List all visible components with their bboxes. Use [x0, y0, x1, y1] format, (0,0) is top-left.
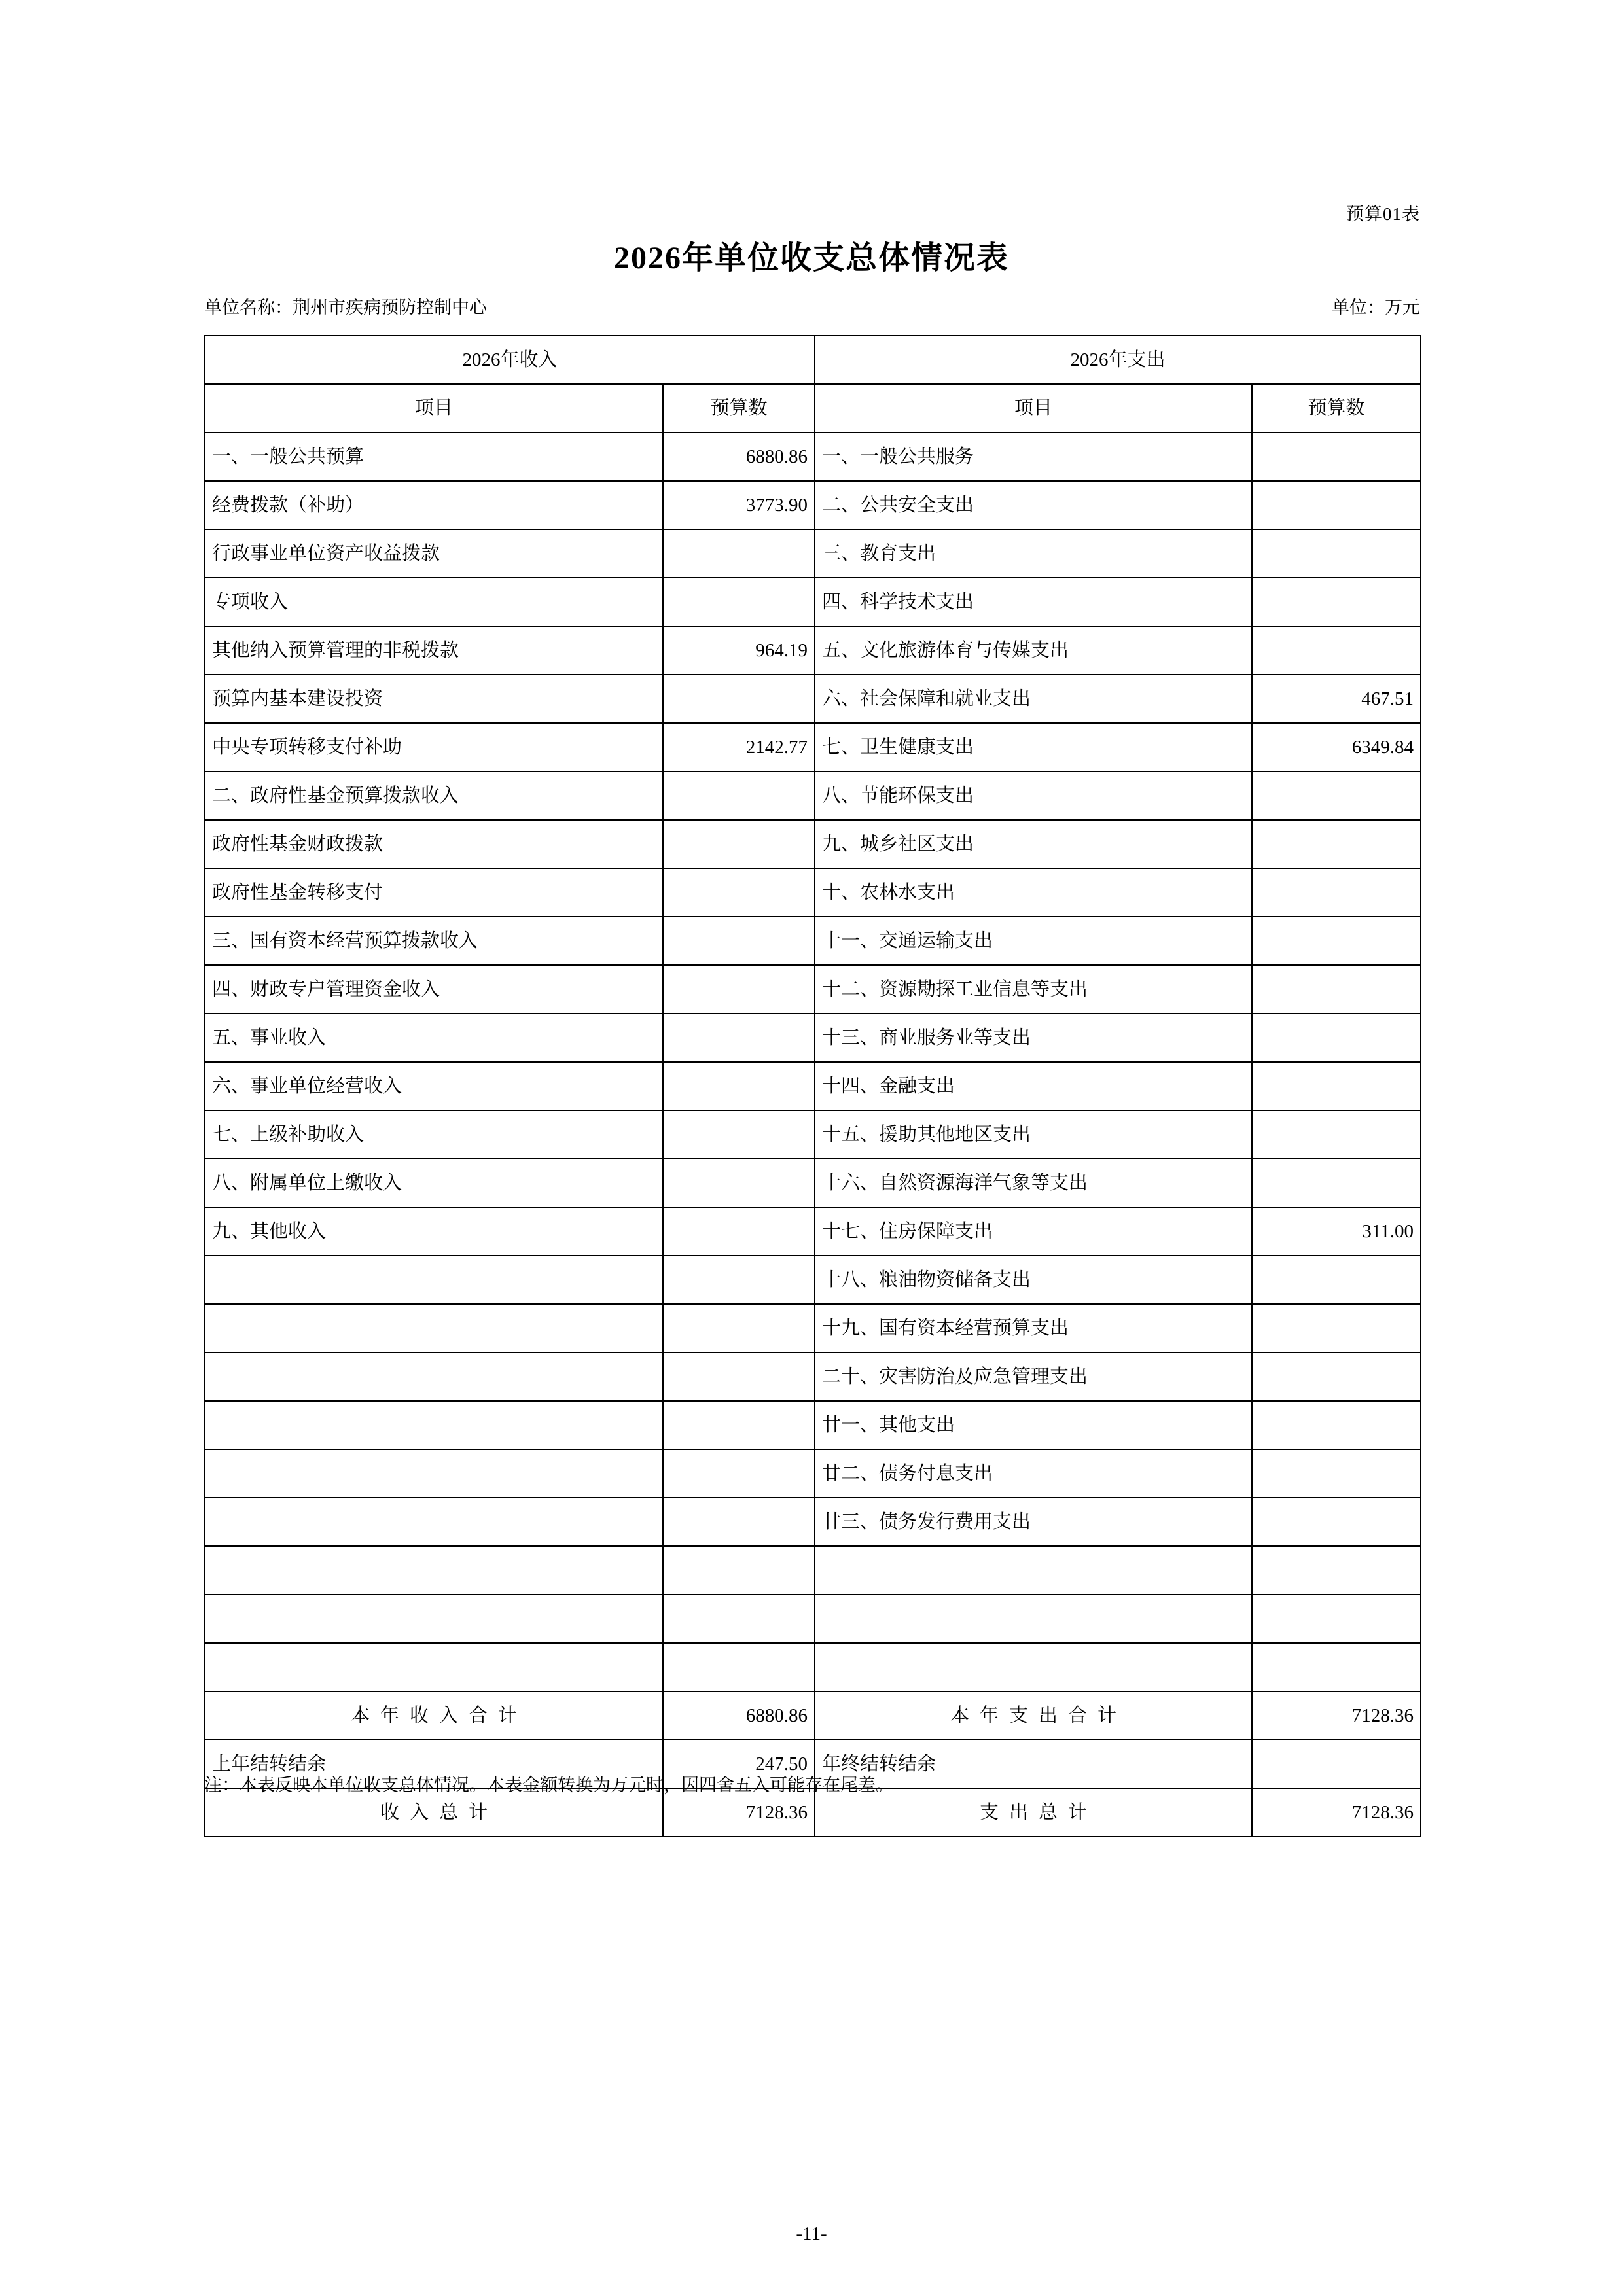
carryover-end-label: 年终结转结余 — [815, 1740, 1252, 1788]
income-amount-cell: 3773.90 — [663, 481, 815, 529]
table-row — [205, 1595, 1421, 1643]
expenditure-amount-cell — [1252, 578, 1421, 626]
income-amount-cell — [663, 820, 815, 868]
expenditure-item-cell: 九、城乡社区支出 — [815, 820, 1252, 868]
income-amount-cell — [663, 1498, 815, 1546]
expenditure-item-cell: 四、科学技术支出 — [815, 578, 1252, 626]
income-amount-cell — [663, 529, 815, 578]
expenditure-amount-cell — [1252, 1110, 1421, 1159]
expenditure-amount-cell — [1252, 1304, 1421, 1352]
income-item-cell: 二、政府性基金预算拨款收入 — [205, 771, 663, 820]
table-row — [205, 1256, 1421, 1304]
table-row — [205, 675, 1421, 723]
expenditure-item-cell: 十六、自然资源海洋气象等支出 — [815, 1159, 1252, 1207]
expenditure-amount-cell: 467.51 — [1252, 675, 1421, 723]
expenditure-amount-cell — [1252, 1256, 1421, 1304]
expenditure-item-cell: 七、卫生健康支出 — [815, 723, 1252, 771]
income-item-cell: 八、附属单位上缴收入 — [205, 1159, 663, 1207]
expenditure-amount-cell — [1252, 1546, 1421, 1595]
expenditure-year-total-label: 本年支出合计 — [815, 1691, 1252, 1740]
table-row — [205, 917, 1421, 965]
income-amount-cell — [663, 1643, 815, 1691]
income-amount-cell — [663, 965, 815, 1014]
income-item-column-header: 项目 — [205, 384, 663, 433]
income-item-cell — [205, 1595, 663, 1643]
income-item-cell: 专项收入 — [205, 578, 663, 626]
income-item-cell: 中央专项转移支付补助 — [205, 723, 663, 771]
income-item-cell — [205, 1546, 663, 1595]
expenditure-item-cell — [815, 1595, 1252, 1643]
expenditure-item-cell: 二、公共安全支出 — [815, 481, 1252, 529]
expenditure-amount-cell — [1252, 1498, 1421, 1546]
expenditure-amount-cell — [1252, 771, 1421, 820]
table-row — [205, 1014, 1421, 1062]
expenditure-item-cell: 十九、国有资本经营预算支出 — [815, 1304, 1252, 1352]
income-amount-cell — [663, 675, 815, 723]
expenditure-amount-cell — [1252, 433, 1421, 481]
income-item-cell — [205, 1256, 663, 1304]
table-row — [205, 723, 1421, 771]
income-amount-cell — [663, 1207, 815, 1256]
expenditure-item-cell: 十八、粮油物资储备支出 — [815, 1256, 1252, 1304]
income-item-cell — [205, 1498, 663, 1546]
income-item-cell: 预算内基本建设投资 — [205, 675, 663, 723]
budget-table — [204, 335, 1421, 1837]
income-amount-cell — [663, 1014, 815, 1062]
expenditure-amount-cell — [1252, 965, 1421, 1014]
income-item-cell: 政府性基金转移支付 — [205, 868, 663, 917]
table-row — [205, 1110, 1421, 1159]
income-item-cell: 六、事业单位经营收入 — [205, 1062, 663, 1110]
table-row — [205, 820, 1421, 868]
income-item-cell: 行政事业单位资产收益拨款 — [205, 529, 663, 578]
expenditure-item-cell: 十、农林水支出 — [815, 868, 1252, 917]
expenditure-amount-cell — [1252, 917, 1421, 965]
expenditure-amount-cell: 6349.84 — [1252, 723, 1421, 771]
income-amount-cell: 6880.86 — [663, 433, 815, 481]
income-amount-cell: 964.19 — [663, 626, 815, 675]
expenditure-item-column-header: 项目 — [815, 384, 1252, 433]
expenditure-group-header: 2026年支出 — [815, 336, 1421, 384]
expenditure-grand-total-value: 7128.36 — [1252, 1788, 1421, 1837]
table-row — [205, 965, 1421, 1014]
expenditure-amount-cell — [1252, 1401, 1421, 1449]
table-column-header-row — [205, 384, 1421, 433]
expenditure-item-cell: 八、节能环保支出 — [815, 771, 1252, 820]
income-amount-cell — [663, 1449, 815, 1498]
expenditure-amount-cell: 311.00 — [1252, 1207, 1421, 1256]
expenditure-grand-total-label: 支出总计 — [815, 1788, 1252, 1837]
income-item-cell: 四、财政专户管理资金收入 — [205, 965, 663, 1014]
table-group-header-row — [205, 336, 1421, 384]
income-amount-cell — [663, 1062, 815, 1110]
meta-row — [204, 293, 1420, 319]
income-amount-cell — [663, 868, 815, 917]
expenditure-amount-cell — [1252, 1159, 1421, 1207]
income-item-cell — [205, 1401, 663, 1449]
expenditure-amount-cell — [1252, 820, 1421, 868]
income-amount-cell: 2142.77 — [663, 723, 815, 771]
sheet-code-label: 预算01表 — [1346, 204, 1420, 224]
income-item-cell — [205, 1449, 663, 1498]
income-amount-cell — [663, 1546, 815, 1595]
unit-name-label: 单位名称：荆州市疾病预防控制中心 — [204, 298, 487, 317]
table-row — [205, 529, 1421, 578]
expenditure-amount-cell — [1252, 1643, 1421, 1691]
expenditure-item-cell: 十五、援助其他地区支出 — [815, 1110, 1252, 1159]
table-row — [205, 1159, 1421, 1207]
income-amount-column-header: 预算数 — [663, 384, 815, 433]
carryover-prev-label: 上年结转结余 — [205, 1740, 663, 1788]
table-row — [205, 481, 1421, 529]
income-item-cell — [205, 1643, 663, 1691]
expenditure-year-total-value: 7128.36 — [1252, 1691, 1421, 1740]
table-row — [205, 1304, 1421, 1352]
expenditure-item-cell — [815, 1546, 1252, 1595]
income-item-cell: 政府性基金财政拨款 — [205, 820, 663, 868]
income-item-cell: 五、事业收入 — [205, 1014, 663, 1062]
income-grand-total-value: 7128.36 — [663, 1788, 815, 1837]
expenditure-amount-cell — [1252, 868, 1421, 917]
carryover-end-value — [1252, 1740, 1421, 1788]
income-amount-cell — [663, 917, 815, 965]
income-item-cell — [205, 1352, 663, 1401]
table-row — [205, 1449, 1421, 1498]
expenditure-item-cell: 三、教育支出 — [815, 529, 1252, 578]
expenditure-item-cell: 十一、交通运输支出 — [815, 917, 1252, 965]
income-amount-cell — [663, 1159, 815, 1207]
expenditure-item-cell: 廿三、债务发行费用支出 — [815, 1498, 1252, 1546]
income-amount-cell — [663, 578, 815, 626]
expenditure-item-cell: 十三、商业服务业等支出 — [815, 1014, 1252, 1062]
table-row — [205, 578, 1421, 626]
table-row — [205, 1401, 1421, 1449]
table-row — [205, 433, 1421, 481]
table-row — [205, 771, 1421, 820]
expenditure-amount-cell — [1252, 1352, 1421, 1401]
table-row — [205, 868, 1421, 917]
year-total-row — [205, 1691, 1421, 1740]
expenditure-amount-cell — [1252, 1595, 1421, 1643]
income-item-cell: 七、上级补助收入 — [205, 1110, 663, 1159]
currency-unit-label: 单位：万元 — [1332, 298, 1420, 317]
table-row — [205, 626, 1421, 675]
carryover-prev-value: 247.50 — [663, 1740, 815, 1788]
income-year-total-value: 6880.86 — [663, 1691, 815, 1740]
expenditure-item-cell: 五、文化旅游体育与传媒支出 — [815, 626, 1252, 675]
expenditure-amount-column-header: 预算数 — [1252, 384, 1421, 433]
income-item-cell: 一、一般公共预算 — [205, 433, 663, 481]
expenditure-amount-cell — [1252, 1014, 1421, 1062]
expenditure-amount-cell — [1252, 626, 1421, 675]
table-row — [205, 1546, 1421, 1595]
table-row — [205, 1352, 1421, 1401]
income-item-cell: 其他纳入预算管理的非税拨款 — [205, 626, 663, 675]
expenditure-amount-cell — [1252, 529, 1421, 578]
table-row — [205, 1062, 1421, 1110]
income-item-cell: 三、国有资本经营预算拨款收入 — [205, 917, 663, 965]
table-row — [205, 1207, 1421, 1256]
income-year-total-label: 本年收入合计 — [205, 1691, 663, 1740]
expenditure-item-cell: 廿二、债务付息支出 — [815, 1449, 1252, 1498]
income-amount-cell — [663, 1352, 815, 1401]
page-title: 2026年单位收支总体情况表 — [613, 241, 1009, 275]
expenditure-item-cell: 六、社会保障和就业支出 — [815, 675, 1252, 723]
income-grand-total-label: 收入总计 — [205, 1788, 663, 1837]
budget-table-body — [205, 336, 1421, 1837]
expenditure-item-cell — [815, 1643, 1252, 1691]
expenditure-amount-cell — [1252, 1062, 1421, 1110]
table-footnote: 注：本表反映本单位收支总体情况。本表金额转换为万元时，因四舍五入可能存在尾差。 — [204, 1775, 893, 1795]
income-amount-cell — [663, 1256, 815, 1304]
income-group-header: 2026年收入 — [205, 336, 815, 384]
income-item-cell — [205, 1304, 663, 1352]
page-number: -11- — [796, 2223, 827, 2244]
income-item-cell: 经费拨款（补助） — [205, 481, 663, 529]
expenditure-amount-cell — [1252, 481, 1421, 529]
expenditure-item-cell: 十七、住房保障支出 — [815, 1207, 1252, 1256]
expenditure-item-cell: 一、一般公共服务 — [815, 433, 1252, 481]
expenditure-item-cell: 廿一、其他支出 — [815, 1401, 1252, 1449]
income-amount-cell — [663, 1595, 815, 1643]
income-amount-cell — [663, 1304, 815, 1352]
expenditure-item-cell: 十四、金融支出 — [815, 1062, 1252, 1110]
income-amount-cell — [663, 1110, 815, 1159]
table-row — [205, 1643, 1421, 1691]
expenditure-amount-cell — [1252, 1449, 1421, 1498]
income-amount-cell — [663, 1401, 815, 1449]
expenditure-item-cell: 十二、资源勘探工业信息等支出 — [815, 965, 1252, 1014]
income-amount-cell — [663, 771, 815, 820]
expenditure-item-cell: 二十、灾害防治及应急管理支出 — [815, 1352, 1252, 1401]
income-item-cell: 九、其他收入 — [205, 1207, 663, 1256]
table-row — [205, 1498, 1421, 1546]
